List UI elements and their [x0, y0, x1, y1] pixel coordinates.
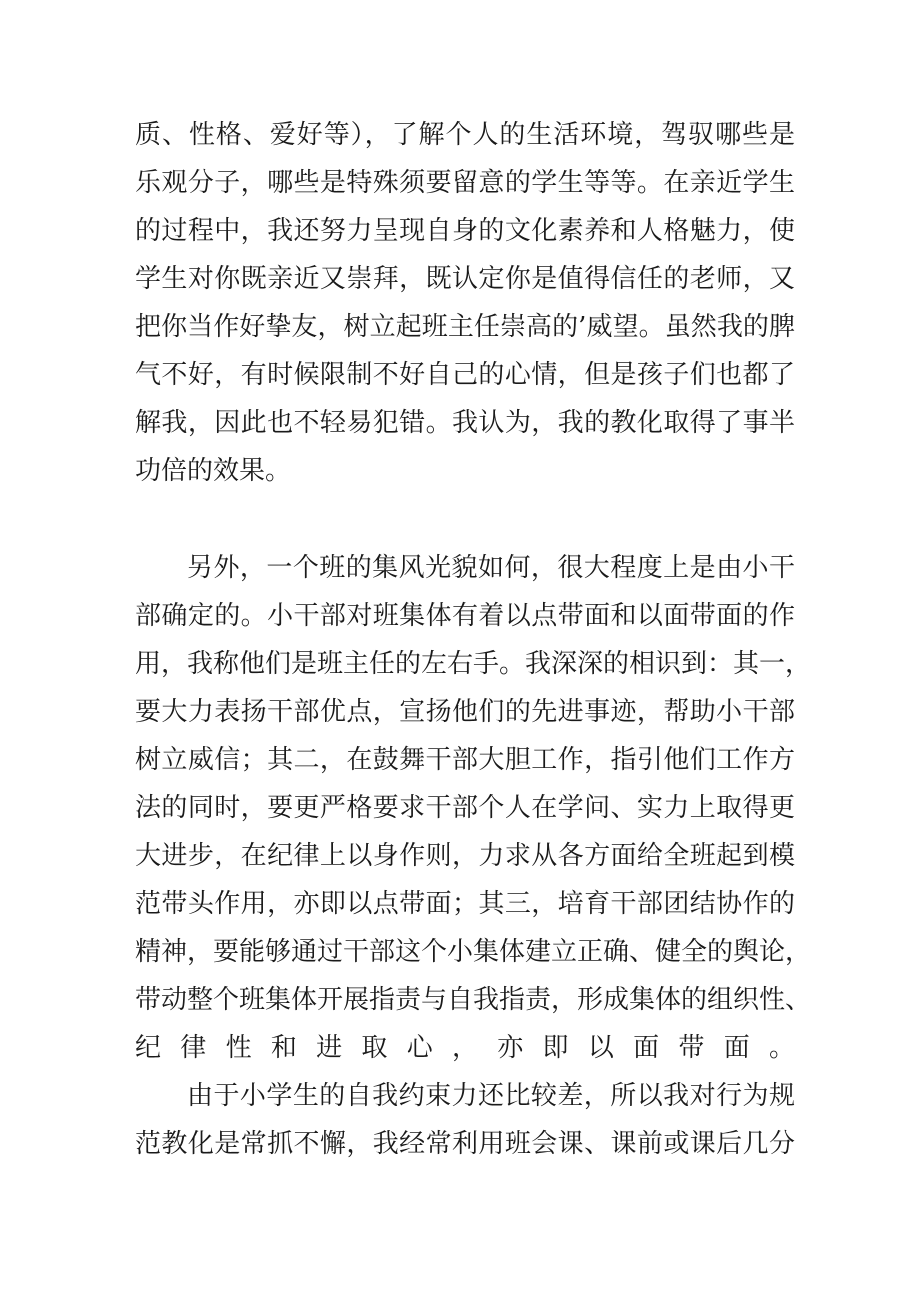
text-line: 范教化是常抓不懈，我经常利用班会课、课前或课后几分	[135, 1129, 795, 1159]
paragraph-1	[135, 111, 795, 495]
text-line: 用，我称他们是班主任的左右手。我深深的相识到：其一，	[135, 649, 812, 679]
paragraph-2	[135, 544, 812, 1120]
text-line: 由于小学生的自我约束力还比较差，所以我对行为规	[187, 1081, 795, 1111]
text-line: 解我，因此也不轻易犯错。我认为，我的教化取得了事半	[135, 408, 795, 438]
text-line: 法的同时，要更严格要求干部个人在学问、实力上取得更	[135, 793, 795, 823]
text-line: 精神，要能够通过干部这个小集体建立正确、健全的舆论，	[135, 937, 812, 967]
text-line: 带动整个班集体开展指责与自我指责，形成集体的组织性、	[135, 985, 812, 1015]
text-line: 大进步，在纪律上以身作则，力求从各方面给全班起到模	[135, 841, 795, 871]
text-line: 部确定的。小干部对班集体有着以点带面和以面带面的作	[135, 601, 795, 631]
text-line: 的过程中，我还努力呈现自身的文化素养和人格魅力，使	[135, 216, 795, 246]
text-line: 范带头作用，亦即以点带面；其三，培育干部团结协作的	[135, 889, 795, 919]
text-line: 树立威信；其二，在鼓舞干部大胆工作，指引他们工作方	[135, 745, 795, 775]
text-line: 另外，一个班的集风光貌如何，很大程度上是由小干	[187, 553, 795, 583]
text-line: 要大力表扬干部优点，宣扬他们的先进事迹，帮助小干部	[135, 697, 795, 727]
text-line: 纪律性和进取心，亦即以面带面。	[135, 1033, 795, 1063]
text-line: 质、性格、爱好等），了解个人的生活环境，驾驭哪些是	[135, 120, 795, 150]
text-line: 乐观分子，哪些是特殊须要留意的学生等等。在亲近学生	[135, 168, 795, 198]
text-line: 气不好，有时候限制不好自己的心情，但是孩子们也都了	[135, 360, 795, 390]
text-line: 把你当作好挚友，树立起班主任崇高的’威望。虽然我的脾	[135, 312, 795, 342]
text-line: 功倍的效果。	[135, 456, 292, 486]
text-line: 学生对你既亲近又崇拜，既认定你是值得信任的老师，又	[135, 264, 795, 294]
paragraph-3	[135, 1072, 795, 1168]
